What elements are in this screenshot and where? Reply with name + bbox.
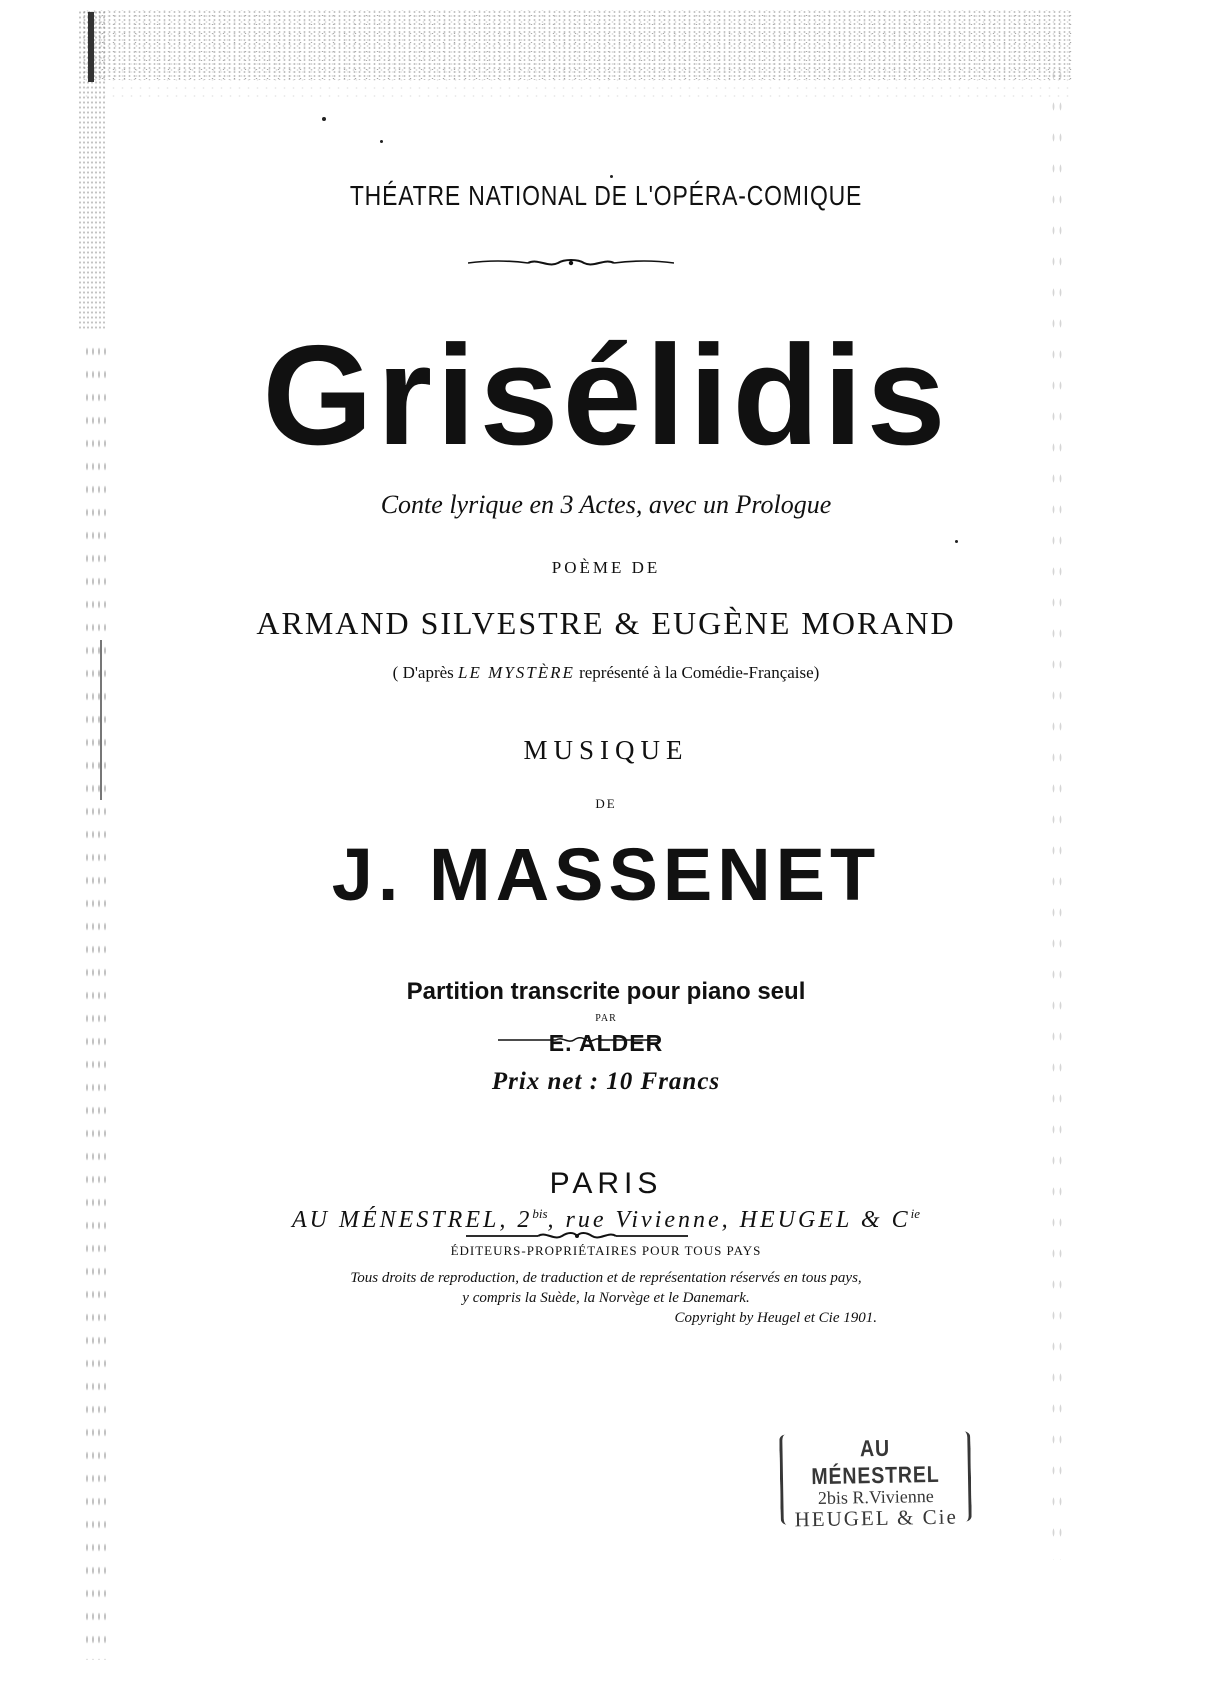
librettists: ARMAND SILVESTRE & EUGÈNE MORAND: [256, 605, 956, 641]
arrangement-par-label: PAR: [595, 1013, 617, 1024]
rights-notice-line-2: y compris la Suède, la Norvège et le Danemark.: [462, 1290, 750, 1306]
arrangement-description: Partition transcrite pour piano seul: [406, 978, 806, 1005]
composer-name: J. MASSENET: [331, 833, 881, 916]
publisher-line: [0, 1206, 1212, 1234]
publisher-name-address: AU MÉNESTREL, 2: [292, 1207, 533, 1233]
imprint-city: PARIS: [549, 1167, 663, 1200]
source-note-prefix: ( D'après: [392, 663, 459, 682]
source-note: [0, 663, 1212, 683]
opera-subtitle: Conte lyrique en 3 Actes, avec un Prologue: [380, 490, 832, 519]
opera-title: Grisélidis: [262, 316, 950, 475]
rights-notice-line-1: Tous droits de reproduction, de traduction et de représentation réservés en tous pays,: [350, 1270, 862, 1286]
arranger-name: E. ALDER: [548, 1030, 664, 1056]
ink-speck: [322, 117, 326, 121]
ink-speck: [380, 140, 383, 143]
scan-binding-mark: [88, 12, 94, 82]
ornament-divider-top: [468, 256, 674, 270]
copyright-notice: Copyright by Heugel et Cie 1901.: [674, 1310, 877, 1326]
publisher-rights-label: ÉDITEURS-PROPRIÉTAIRES POUR TOUS PAYS: [450, 1243, 762, 1258]
ink-speck: [610, 175, 613, 178]
ink-speck: [955, 540, 958, 543]
publisher-stamp: [779, 1431, 972, 1532]
price-line: Prix net : 10 Francs: [491, 1068, 721, 1095]
poem-label: POÈME DE: [551, 558, 661, 577]
scan-noise-top-fade: [82, 60, 1072, 100]
stamp-line-2: 2bis R.Vivienne: [817, 1485, 934, 1509]
stamp-line-1: AU MÉNESTREL: [811, 1434, 940, 1490]
publisher-ie: ie: [910, 1206, 920, 1221]
music-de-label: DE: [595, 796, 617, 811]
publisher-bis: bis: [532, 1206, 548, 1221]
music-label: MUSIQUE: [523, 735, 689, 765]
theatre-heading: THÉATRE NATIONAL DE L'OPÉRA-COMIQUE: [349, 180, 863, 211]
stamp-line-3: HEUGEL & Cie: [794, 1504, 958, 1532]
publisher-heugel: , rue Vivienne, HEUGEL & C: [547, 1207, 911, 1233]
source-note-suffix: représenté à la Comédie-Française): [574, 663, 820, 682]
source-work-title: LE MYSTÈRE: [458, 663, 575, 682]
